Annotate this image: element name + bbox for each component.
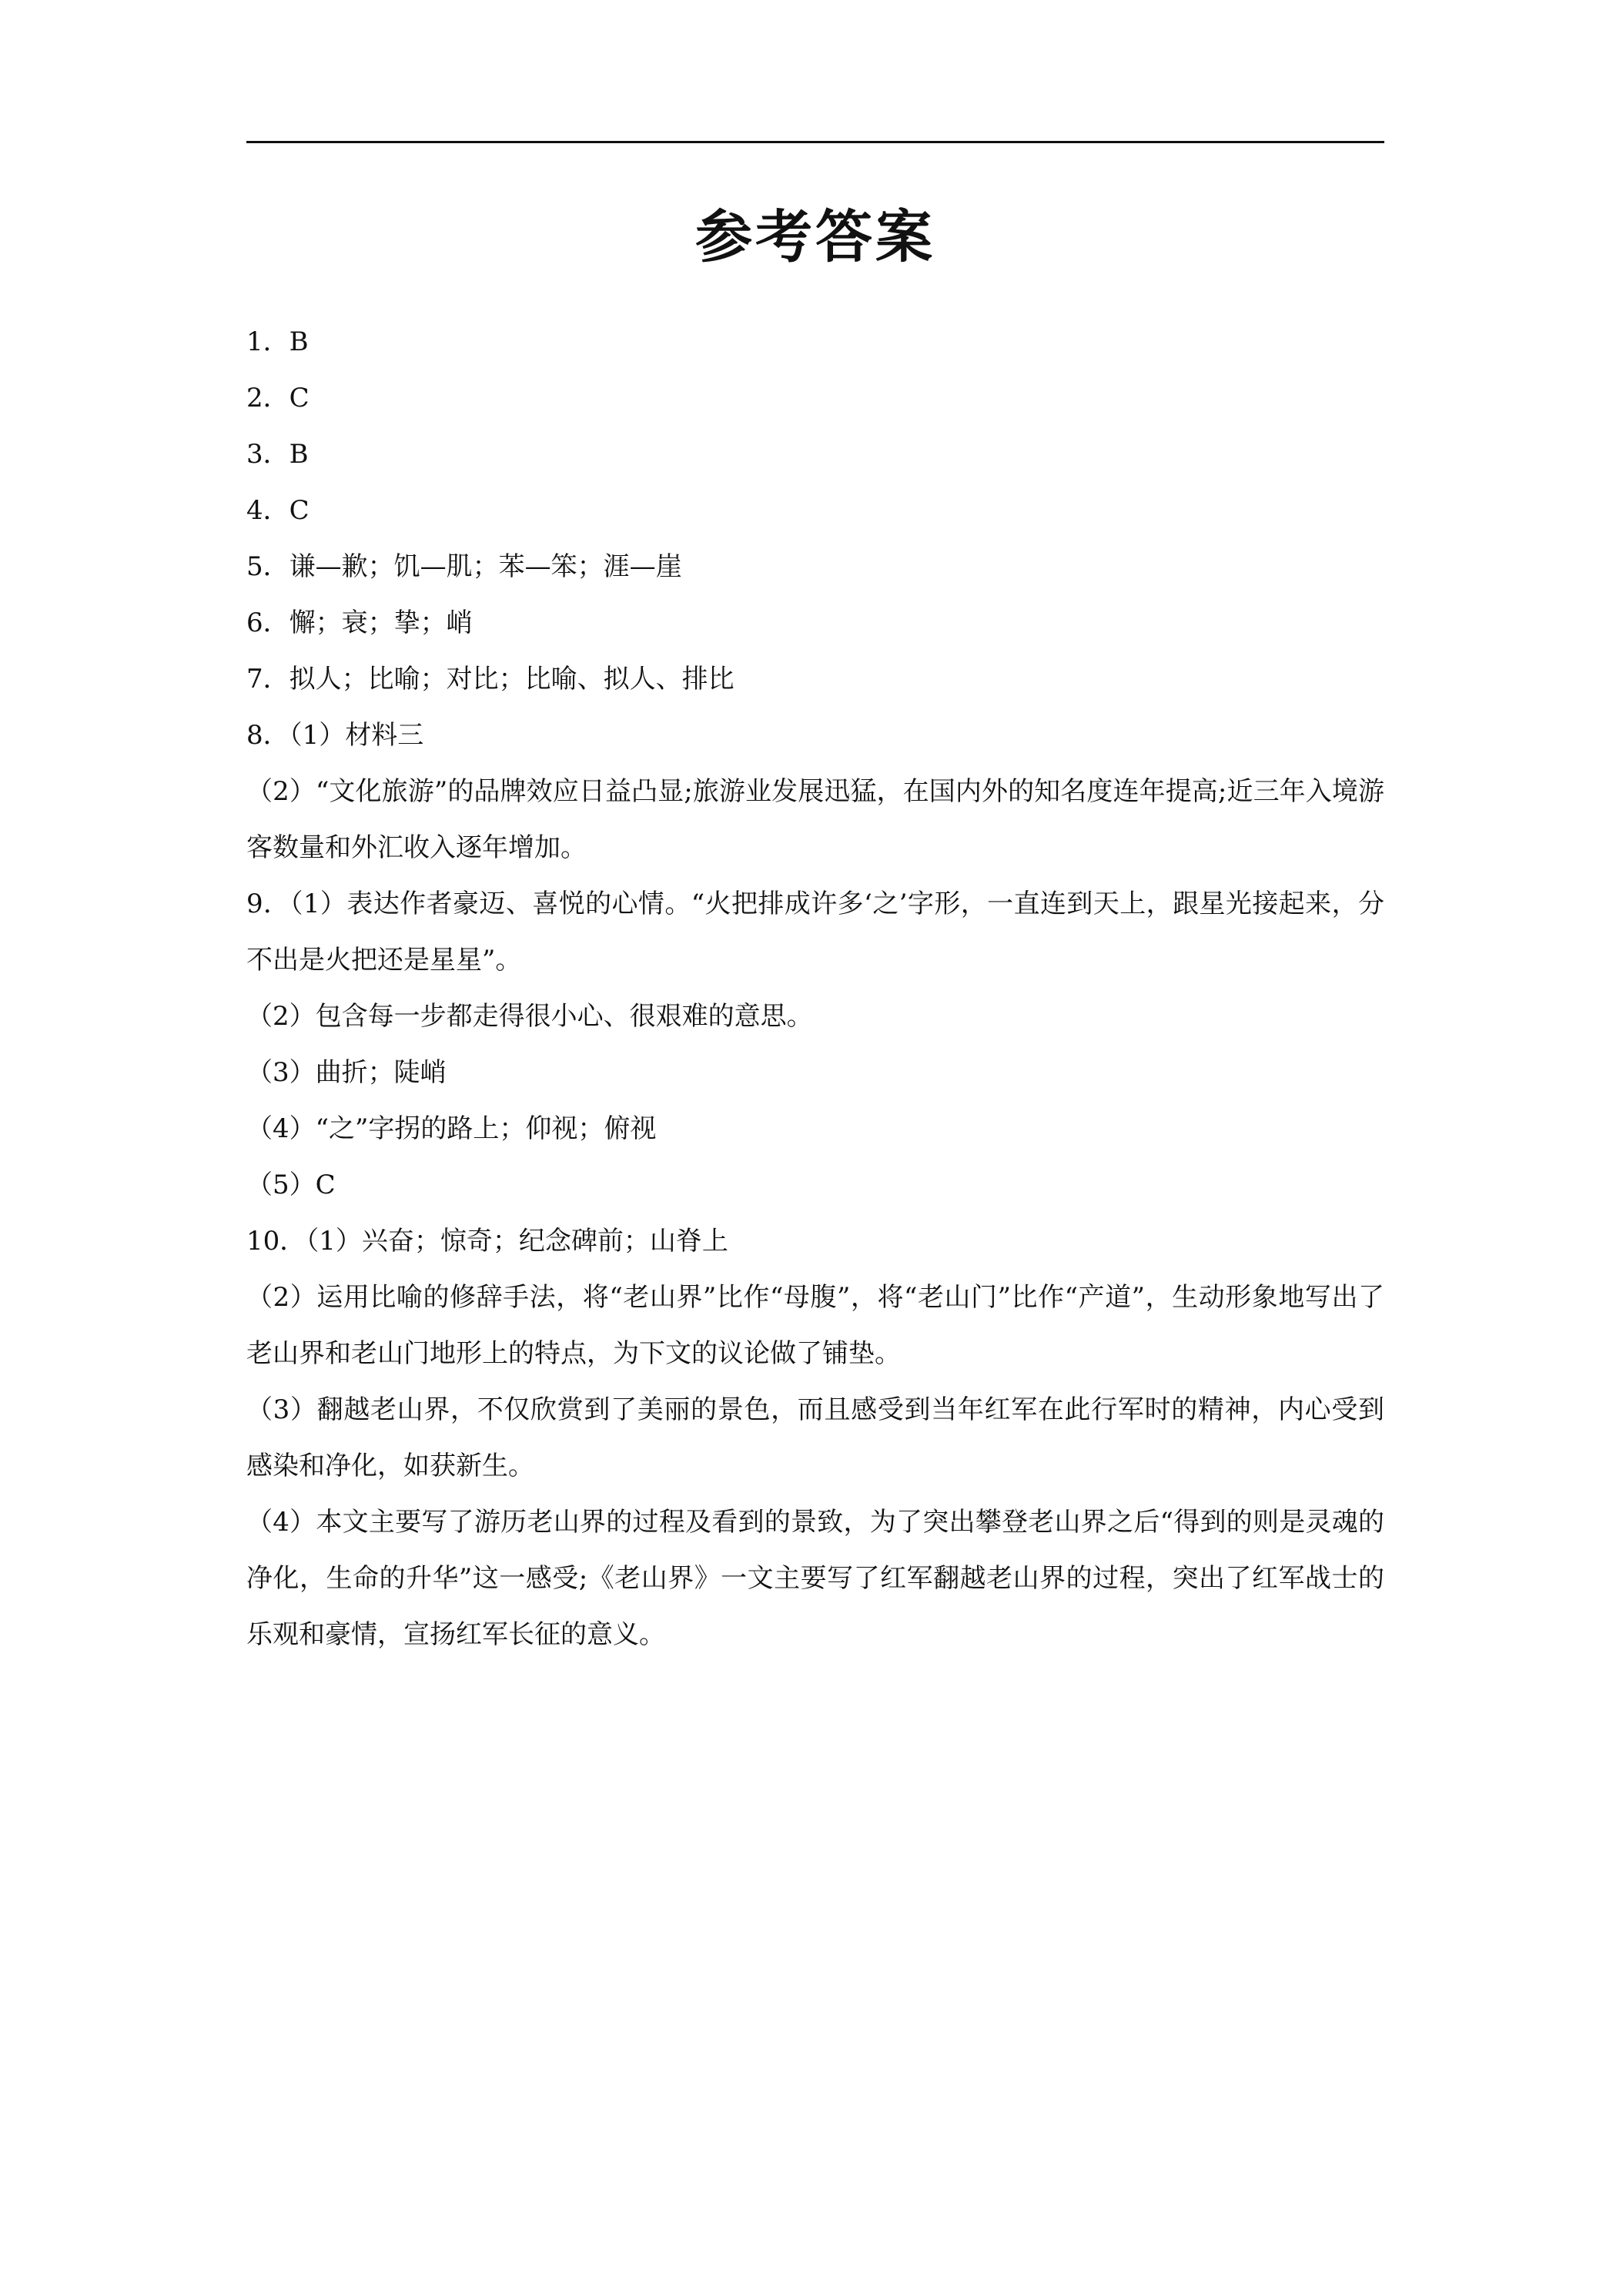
answer-10-2: （2）运用比喻的修辞手法，将“老山界”比作“母腹”，将“老山门”比作“产道”，生动形象地写出了老山界和老山门地形上的特点，为下文的议论做了铺垫。 [246,1282,1384,1369]
answer-9-5: （5）C [246,1170,336,1200]
answer-7: 7．拟人；比喻；对比；比喻、拟人、排比 [246,664,735,694]
header-rule [246,141,1384,143]
answer-3: 3．B [246,439,309,470]
answer-9-2: （2）包含每一步都走得很小心、很艰难的意思。 [246,1001,813,1032]
answer-1: 1．B [246,326,309,357]
answer-4: 4．C [246,495,310,526]
answer-8-2: （2）“文化旅游”的品牌效应日益凸显;旅游业发展迅猛，在国内外的知名度连年提高;近三年入境游客数量和外汇收入逐年增加。 [246,776,1384,863]
answer-5: 5．谦—歉；饥—肌；苯—笨；涯—崖 [246,551,682,582]
answer-6: 6．懈；衰；挚；峭 [246,607,473,638]
answer-10-4: （4）本文主要写了游历老山界的过程及看到的景致，为了突出攀登老山界之后“得到的则是灵魂的净化，生命的升华”这一感受;《老山界》一文主要写了红军翻越老山界的过程，突出了红军战士的乐观和豪情，宣扬红军长征的意义。 [246,1507,1384,1650]
answer-list [246,314,1384,1663]
page-title: 参考答案 [695,204,935,270]
answer-9-4: （4）“之”字拐的路上；仰视；俯视 [246,1113,657,1144]
answer-9-1: 9．（1）表达作者豪迈、喜悦的心情。“火把排成许多‘之’字形，一直连到天上，跟星光接起来，分不出是火把还是星星”。 [246,889,1384,976]
answer-8-1: 8．（1）材料三 [246,720,424,751]
answer-2: 2．C [246,383,310,413]
answer-10-1: 10．（1）兴奋；惊奇；纪念碑前；山脊上 [246,1226,728,1257]
answer-10-3: （3）翻越老山界，不仅欣赏到了美丽的景色，而且感受到当年红军在此行军时的精神，内心受到感染和净化，如获新生。 [246,1394,1384,1481]
answer-9-3: （3）曲折；陡峭 [246,1057,447,1088]
